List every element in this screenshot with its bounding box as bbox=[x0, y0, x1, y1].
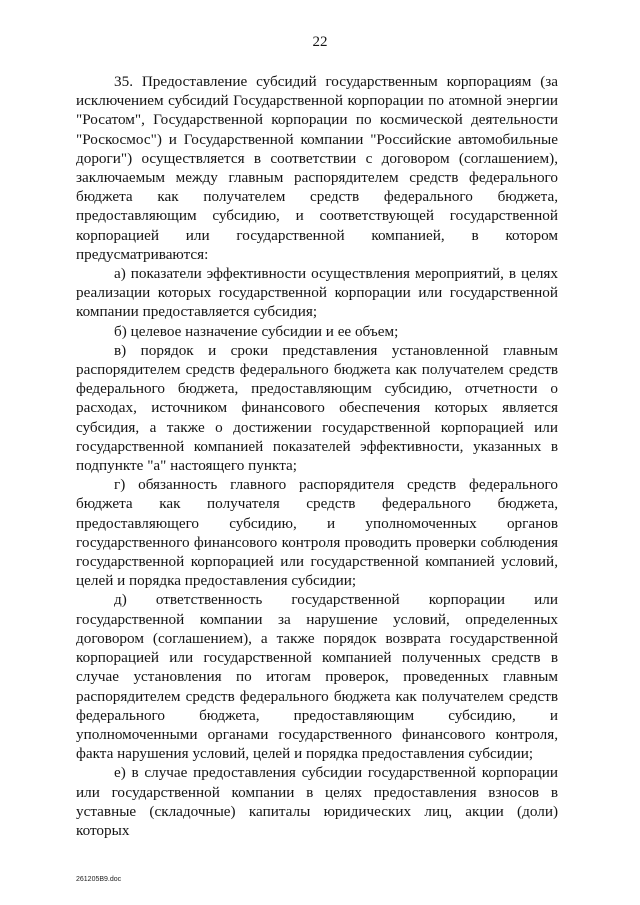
file-name-footer: 261205В9.doc bbox=[76, 876, 122, 883]
paragraph-35-intro: 35. Предоставление субсидий государственным корпорациям (за исключением субсидий Государственной корпорации по атомной энергии "Росатом", Государственной корпорации по космической деятельности "Роскосмос") и Государственной компании "Российские автомобильные дороги") осуществляется в соответствии с договором (соглашением), заключаемым между главным распорядителем средств федерального бюджета как получателем средств федерального бюджета, предоставляющим субсидию, и соответствующей государственной корпорацией или государственной компанией, в котором предусматриваются: bbox=[76, 73, 558, 263]
paragraph-item-a: а) показатели эффективности осуществления мероприятий, в целях реализации которых государственной корпорации или государственной компании предоставляется субсидия; bbox=[76, 265, 558, 321]
paragraph-item-d: д) ответственность государственной корпорации или государственной компании за нарушение условий, определенных договором (соглашением), а также порядок возврата государственной корпорацией или государственной компанией полученных средств в случае установления по итогам проверок, проведенных главным распорядителем средств федерального бюджета как получателем средств федерального бюджета, предоставляющим субсидию, и уполномоченными органами государственного финансового контроля, факта нарушения условий, целей и порядка предоставления субсидии; bbox=[76, 591, 558, 763]
paragraph-item-v: в) порядок и сроки представления установленной главным распорядителем средств федерального бюджета как получателем средств федерального бюджета, предоставляющим субсидию, отчетности о расходах, источником финансового обеспечения которых является субсидия, а также о достижении государственной корпорацией или государственной компанией показателей эффективности, указанных в подпункте "а" настоящего пункта; bbox=[76, 341, 558, 475]
paragraph-item-b: б) целевое назначение субсидии и ее объем; bbox=[114, 322, 399, 340]
page-number: 22 bbox=[312, 34, 328, 50]
document-body bbox=[76, 72, 558, 840]
paragraph-item-g: г) обязанность главного распорядителя средств федерального бюджета как получателя средств федерального бюджета, предоставляющего субсидию, и уполномоченных органов государственного финансового контроля проводить проверки соблюдения государственной корпорацией или государственной компанией условий, целей и порядка предоставления субсидии; bbox=[76, 476, 558, 590]
paragraph-item-e: е) в случае предоставления субсидии государственной корпорации или государственной компании в целях предоставления взносов в уставные (складочные) капиталы юридических лиц, акции (доли) которых bbox=[76, 764, 558, 839]
